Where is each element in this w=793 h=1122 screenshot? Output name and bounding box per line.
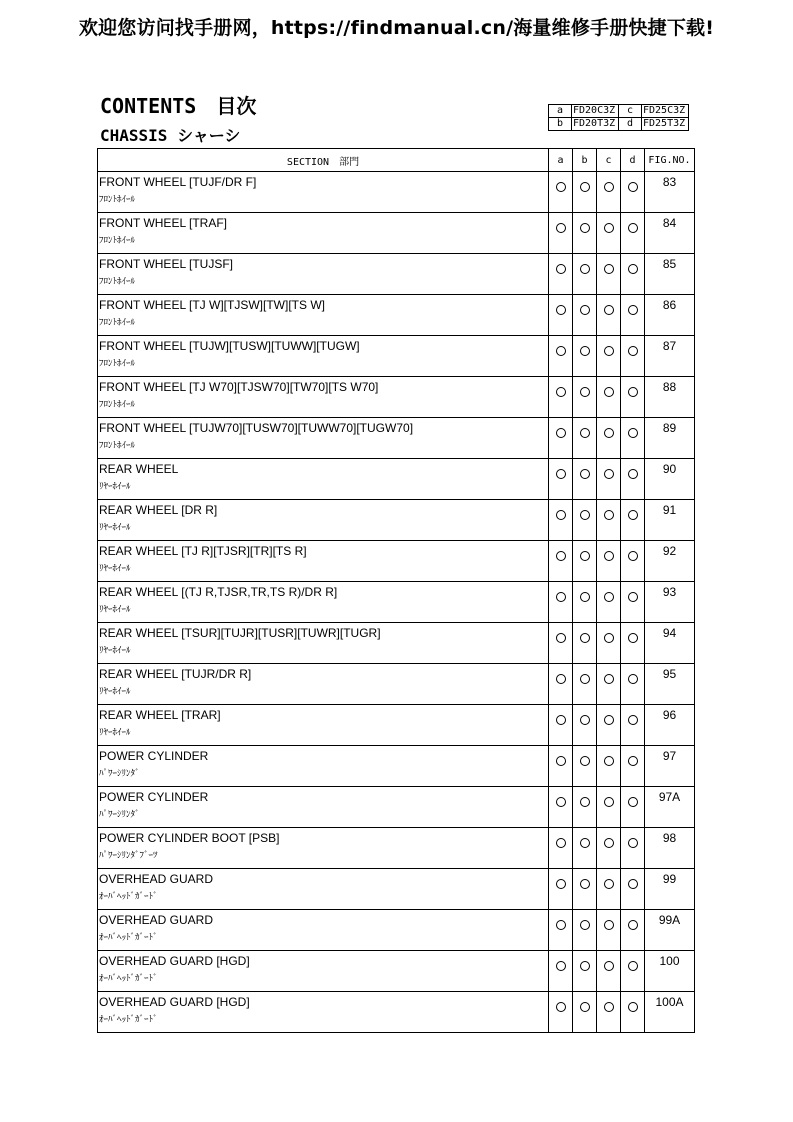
section-name-jp: ﾘﾔｰﾎｲｰﾙ xyxy=(99,646,131,656)
fig-number: 91 xyxy=(645,500,695,541)
applicability-cell-c xyxy=(597,705,621,746)
applicable-circle-icon xyxy=(580,346,590,356)
section-cell xyxy=(98,418,549,459)
applicability-cell-d xyxy=(621,582,645,623)
applicability-cell-c xyxy=(597,664,621,705)
applicable-circle-icon xyxy=(628,920,638,930)
applicability-cell-b xyxy=(573,172,597,213)
applicable-circle-icon xyxy=(604,551,614,561)
applicability-cell-b xyxy=(573,623,597,664)
section-name-jp: ﾌﾛﾝﾄﾎｲｰﾙ xyxy=(99,277,136,287)
fig-number: 96 xyxy=(645,705,695,746)
section-name-en: FRONT WHEEL [TJ W][TJSW][TW][TS W] xyxy=(99,298,325,312)
applicable-circle-icon xyxy=(604,469,614,479)
applicable-circle-icon xyxy=(580,387,590,397)
section-name-en: OVERHEAD GUARD [HGD] xyxy=(99,954,250,968)
contents-body xyxy=(98,172,695,1033)
applicability-cell-c xyxy=(597,172,621,213)
applicability-cell-b xyxy=(573,992,597,1033)
fig-number: 100 xyxy=(645,951,695,992)
applicable-circle-icon xyxy=(580,305,590,315)
applicable-circle-icon xyxy=(556,920,566,930)
applicability-cell-c xyxy=(597,869,621,910)
applicability-cell-c xyxy=(597,828,621,869)
applicable-circle-icon xyxy=(628,674,638,684)
applicability-cell-d xyxy=(621,664,645,705)
section-cell xyxy=(98,951,549,992)
section-name-jp: ﾌﾛﾝﾄﾎｲｰﾙ xyxy=(99,236,136,246)
fig-number: 98 xyxy=(645,828,695,869)
section-name-en: POWER CYLINDER xyxy=(99,749,209,763)
applicable-circle-icon xyxy=(604,223,614,233)
applicable-circle-icon xyxy=(580,961,590,971)
section-name-jp: ｵｰﾊﾞﾍｯﾄﾞｶﾞｰﾄﾞ xyxy=(99,892,158,902)
section-name-en: FRONT WHEEL [TJ W70][TJSW70][TW70][TS W70] xyxy=(99,380,379,394)
applicability-cell-b xyxy=(573,500,597,541)
fig-number: 95 xyxy=(645,664,695,705)
section-cell xyxy=(98,213,549,254)
table-row xyxy=(98,787,695,828)
applicable-circle-icon xyxy=(580,264,590,274)
applicable-circle-icon xyxy=(628,879,638,889)
applicable-circle-icon xyxy=(580,592,590,602)
applicable-circle-icon xyxy=(580,920,590,930)
table-header-row xyxy=(98,149,695,172)
applicability-cell-b xyxy=(573,746,597,787)
applicability-cell-b xyxy=(573,377,597,418)
section-name-jp: ﾊﾟﾜｰｼﾘﾝﾀﾞ xyxy=(99,769,140,779)
applicable-circle-icon xyxy=(604,592,614,602)
applicability-cell-a xyxy=(549,418,573,459)
applicable-circle-icon xyxy=(628,305,638,315)
applicability-cell-d xyxy=(621,828,645,869)
applicability-cell-d xyxy=(621,295,645,336)
applicability-cell-b xyxy=(573,418,597,459)
section-name-en: REAR WHEEL [TUJR/DR R] xyxy=(99,667,252,681)
page-title: CONTENTS 目次 xyxy=(100,94,257,118)
applicable-circle-icon xyxy=(580,756,590,766)
applicable-circle-icon xyxy=(556,305,566,315)
applicable-circle-icon xyxy=(580,223,590,233)
applicable-circle-icon xyxy=(604,961,614,971)
table-row xyxy=(98,377,695,418)
section-name-en: OVERHEAD GUARD xyxy=(99,913,214,927)
applicable-circle-icon xyxy=(604,920,614,930)
section-name-en: FRONT WHEEL [TUJW70][TUSW70][TUWW70][TUGW70] xyxy=(99,421,414,435)
applicable-circle-icon xyxy=(628,264,638,274)
applicability-cell-b xyxy=(573,213,597,254)
section-name-en: POWER CYLINDER BOOT [PSB] xyxy=(99,831,280,845)
section-name-jp: ﾘﾔｰﾎｲｰﾙ xyxy=(99,564,131,574)
table-row xyxy=(98,951,695,992)
model-value: FD20C3Z xyxy=(572,105,619,118)
applicable-circle-icon xyxy=(556,264,566,274)
applicable-circle-icon xyxy=(628,592,638,602)
applicability-cell-c xyxy=(597,336,621,377)
applicability-cell-a xyxy=(549,828,573,869)
applicability-cell-b xyxy=(573,541,597,582)
applicability-cell-a xyxy=(549,295,573,336)
fig-number: 97A xyxy=(645,787,695,828)
applicable-circle-icon xyxy=(580,469,590,479)
model-value: FD20T3Z xyxy=(572,118,619,131)
applicable-circle-icon xyxy=(628,469,638,479)
applicability-cell-b xyxy=(573,459,597,500)
applicable-circle-icon xyxy=(628,756,638,766)
applicable-circle-icon xyxy=(628,551,638,561)
applicability-cell-c xyxy=(597,746,621,787)
applicable-circle-icon xyxy=(556,592,566,602)
applicability-cell-c xyxy=(597,377,621,418)
fig-number: 88 xyxy=(645,377,695,418)
applicability-cell-d xyxy=(621,787,645,828)
applicability-cell-d xyxy=(621,459,645,500)
table-row xyxy=(98,910,695,951)
applicable-circle-icon xyxy=(628,223,638,233)
applicability-cell-a xyxy=(549,951,573,992)
applicability-cell-c xyxy=(597,623,621,664)
applicability-cell-d xyxy=(621,541,645,582)
applicable-circle-icon xyxy=(628,797,638,807)
fig-number: 83 xyxy=(645,172,695,213)
fig-number: 89 xyxy=(645,418,695,459)
applicability-cell-c xyxy=(597,951,621,992)
page-subtitle: CHASSIS シャーシ xyxy=(100,126,241,145)
applicability-cell-a xyxy=(549,746,573,787)
applicability-cell-a xyxy=(549,377,573,418)
applicable-circle-icon xyxy=(556,879,566,889)
table-row xyxy=(98,254,695,295)
section-cell xyxy=(98,828,549,869)
applicability-cell-d xyxy=(621,172,645,213)
applicability-cell-a xyxy=(549,623,573,664)
applicable-circle-icon xyxy=(604,879,614,889)
section-cell xyxy=(98,869,549,910)
column-b-header: b xyxy=(573,149,597,172)
applicable-circle-icon xyxy=(628,1002,638,1012)
applicability-cell-d xyxy=(621,705,645,746)
applicable-circle-icon xyxy=(556,715,566,725)
model-value: FD25T3Z xyxy=(642,118,689,131)
applicable-circle-icon xyxy=(580,879,590,889)
table-row xyxy=(98,664,695,705)
model-key: d xyxy=(619,118,642,131)
section-name-en: REAR WHEEL [(TJ R,TJSR,TR,TS R)/DR R] xyxy=(99,585,338,599)
fig-number: 92 xyxy=(645,541,695,582)
table-row xyxy=(98,500,695,541)
table-row xyxy=(98,869,695,910)
applicable-circle-icon xyxy=(580,715,590,725)
applicability-cell-d xyxy=(621,500,645,541)
applicable-circle-icon xyxy=(604,264,614,274)
section-name-en: REAR WHEEL [TJ R][TJSR][TR][TS R] xyxy=(99,544,307,558)
applicable-circle-icon xyxy=(556,387,566,397)
table-row xyxy=(98,582,695,623)
section-name-en: FRONT WHEEL [TUJF/DR F] xyxy=(99,175,257,189)
section-name-jp: ﾊﾟﾜｰｼﾘﾝﾀﾞ xyxy=(99,810,140,820)
applicable-circle-icon xyxy=(604,305,614,315)
applicable-circle-icon xyxy=(628,387,638,397)
model-key: c xyxy=(619,105,642,118)
table-row xyxy=(98,828,695,869)
fig-number: 85 xyxy=(645,254,695,295)
applicability-cell-c xyxy=(597,254,621,295)
section-cell xyxy=(98,541,549,582)
fig-number: 87 xyxy=(645,336,695,377)
section-cell xyxy=(98,664,549,705)
applicability-cell-d xyxy=(621,213,645,254)
applicable-circle-icon xyxy=(604,633,614,643)
section-cell xyxy=(98,254,549,295)
fig-number: 86 xyxy=(645,295,695,336)
applicable-circle-icon xyxy=(628,346,638,356)
model-legend xyxy=(548,104,689,131)
table-row xyxy=(98,336,695,377)
model-legend-row xyxy=(549,118,689,131)
applicable-circle-icon xyxy=(580,838,590,848)
fig-number: 97 xyxy=(645,746,695,787)
applicability-cell-d xyxy=(621,910,645,951)
applicable-circle-icon xyxy=(628,961,638,971)
applicable-circle-icon xyxy=(604,674,614,684)
applicable-circle-icon xyxy=(604,756,614,766)
applicable-circle-icon xyxy=(556,961,566,971)
section-name-en: OVERHEAD GUARD xyxy=(99,872,214,886)
applicability-cell-b xyxy=(573,951,597,992)
applicability-cell-d xyxy=(621,377,645,418)
section-name-en: FRONT WHEEL [TRAF] xyxy=(99,216,228,230)
model-value: FD25C3Z xyxy=(642,105,689,118)
applicability-cell-a xyxy=(549,787,573,828)
contents-table xyxy=(97,148,695,1033)
section-name-jp: ｵｰﾊﾞﾍｯﾄﾞｶﾞｰﾄﾞ xyxy=(99,933,158,943)
applicable-circle-icon xyxy=(604,346,614,356)
applicability-cell-a xyxy=(549,582,573,623)
applicability-cell-c xyxy=(597,910,621,951)
applicable-circle-icon xyxy=(556,428,566,438)
section-name-jp: ﾊﾟﾜｰｼﾘﾝﾀﾞﾌﾞｰﾂ xyxy=(99,851,158,861)
applicability-cell-d xyxy=(621,623,645,664)
applicable-circle-icon xyxy=(604,797,614,807)
section-cell xyxy=(98,295,549,336)
section-name-jp: ｵｰﾊﾞﾍｯﾄﾞｶﾞｰﾄﾞ xyxy=(99,974,158,984)
applicable-circle-icon xyxy=(580,674,590,684)
table-row xyxy=(98,172,695,213)
section-name-en: OVERHEAD GUARD [HGD] xyxy=(99,995,250,1009)
applicability-cell-a xyxy=(549,459,573,500)
applicable-circle-icon xyxy=(556,633,566,643)
applicability-cell-a xyxy=(549,172,573,213)
applicability-cell-d xyxy=(621,992,645,1033)
fig-no-header: FIG.NO. xyxy=(645,149,695,172)
applicable-circle-icon xyxy=(604,428,614,438)
applicable-circle-icon xyxy=(604,387,614,397)
fig-number: 93 xyxy=(645,582,695,623)
applicability-cell-d xyxy=(621,336,645,377)
applicability-cell-b xyxy=(573,869,597,910)
model-legend-row xyxy=(549,105,689,118)
section-name-en: FRONT WHEEL [TUJW][TUSW][TUWW][TUGW] xyxy=(99,339,360,353)
applicable-circle-icon xyxy=(556,756,566,766)
applicable-circle-icon xyxy=(604,1002,614,1012)
section-name-en: REAR WHEEL [DR R] xyxy=(99,503,218,517)
section-name-en: REAR WHEEL [TSUR][TUJR][TUSR][TUWR][TUGR] xyxy=(99,626,381,640)
applicable-circle-icon xyxy=(604,182,614,192)
section-name-jp: ﾘﾔｰﾎｲｰﾙ xyxy=(99,523,131,533)
section-name-en: FRONT WHEEL [TUJSF] xyxy=(99,257,234,271)
applicable-circle-icon xyxy=(556,797,566,807)
applicability-cell-b xyxy=(573,254,597,295)
section-header: SECTION 部門 xyxy=(98,149,549,172)
applicability-cell-c xyxy=(597,992,621,1033)
fig-number: 94 xyxy=(645,623,695,664)
applicability-cell-b xyxy=(573,295,597,336)
applicability-cell-a xyxy=(549,910,573,951)
applicability-cell-c xyxy=(597,213,621,254)
fig-number: 90 xyxy=(645,459,695,500)
applicability-cell-a xyxy=(549,705,573,746)
applicability-cell-b xyxy=(573,910,597,951)
applicable-circle-icon xyxy=(556,182,566,192)
applicable-circle-icon xyxy=(556,510,566,520)
table-row xyxy=(98,623,695,664)
model-key: a xyxy=(549,105,572,118)
applicable-circle-icon xyxy=(628,182,638,192)
section-cell xyxy=(98,377,549,418)
section-cell xyxy=(98,623,549,664)
applicability-cell-a xyxy=(549,213,573,254)
section-name-jp: ﾘﾔｰﾎｲｰﾙ xyxy=(99,687,131,697)
section-name-jp: ﾘﾔｰﾎｲｰﾙ xyxy=(99,605,131,615)
column-a-header: a xyxy=(549,149,573,172)
applicability-cell-b xyxy=(573,664,597,705)
section-cell xyxy=(98,787,549,828)
column-d-header: d xyxy=(621,149,645,172)
section-name-jp: ﾘﾔｰﾎｲｰﾙ xyxy=(99,482,131,492)
section-name-jp: ﾌﾛﾝﾄﾎｲｰﾙ xyxy=(99,441,136,451)
section-cell xyxy=(98,459,549,500)
applicable-circle-icon xyxy=(628,838,638,848)
applicability-cell-b xyxy=(573,787,597,828)
applicable-circle-icon xyxy=(580,633,590,643)
section-cell xyxy=(98,336,549,377)
column-c-header: c xyxy=(597,149,621,172)
applicability-cell-d xyxy=(621,746,645,787)
table-row xyxy=(98,705,695,746)
applicable-circle-icon xyxy=(628,633,638,643)
section-cell xyxy=(98,910,549,951)
section-cell xyxy=(98,746,549,787)
applicability-cell-c xyxy=(597,787,621,828)
applicability-cell-d xyxy=(621,869,645,910)
applicable-circle-icon xyxy=(556,551,566,561)
applicability-cell-a xyxy=(549,664,573,705)
table-row xyxy=(98,746,695,787)
download-banner: 欢迎您访问找手册网，https://findmanual.cn/海量维修手册快捷下载! xyxy=(78,17,715,39)
applicability-cell-b xyxy=(573,582,597,623)
applicability-cell-c xyxy=(597,295,621,336)
section-name-jp: ﾘﾔｰﾎｲｰﾙ xyxy=(99,728,131,738)
section-name-jp: ﾌﾛﾝﾄﾎｲｰﾙ xyxy=(99,318,136,328)
applicability-cell-a xyxy=(549,336,573,377)
applicability-cell-b xyxy=(573,705,597,746)
section-cell xyxy=(98,992,549,1033)
applicability-cell-a xyxy=(549,992,573,1033)
applicable-circle-icon xyxy=(604,715,614,725)
applicable-circle-icon xyxy=(556,346,566,356)
table-row xyxy=(98,541,695,582)
applicability-cell-c xyxy=(597,418,621,459)
section-name-jp: ﾌﾛﾝﾄﾎｲｰﾙ xyxy=(99,359,136,369)
applicable-circle-icon xyxy=(556,838,566,848)
applicable-circle-icon xyxy=(556,1002,566,1012)
table-row xyxy=(98,459,695,500)
section-name-jp: ﾌﾛﾝﾄﾎｲｰﾙ xyxy=(99,400,136,410)
applicable-circle-icon xyxy=(580,797,590,807)
applicable-circle-icon xyxy=(628,510,638,520)
table-row xyxy=(98,295,695,336)
table-row xyxy=(98,213,695,254)
applicable-circle-icon xyxy=(604,838,614,848)
section-name-jp: ｵｰﾊﾞﾍｯﾄﾞｶﾞｰﾄﾞ xyxy=(99,1015,158,1025)
section-cell xyxy=(98,582,549,623)
section-cell xyxy=(98,500,549,541)
applicability-cell-c xyxy=(597,582,621,623)
applicable-circle-icon xyxy=(628,715,638,725)
section-cell xyxy=(98,172,549,213)
applicability-cell-b xyxy=(573,828,597,869)
applicable-circle-icon xyxy=(556,674,566,684)
section-name-en: REAR WHEEL [TRAR] xyxy=(99,708,221,722)
table-row xyxy=(98,418,695,459)
applicable-circle-icon xyxy=(556,223,566,233)
fig-number: 100A xyxy=(645,992,695,1033)
applicable-circle-icon xyxy=(628,428,638,438)
applicable-circle-icon xyxy=(604,510,614,520)
applicability-cell-b xyxy=(573,336,597,377)
model-key: b xyxy=(549,118,572,131)
applicability-cell-a xyxy=(549,500,573,541)
applicable-circle-icon xyxy=(556,469,566,479)
applicable-circle-icon xyxy=(580,428,590,438)
section-name-en: REAR WHEEL xyxy=(99,462,179,476)
applicability-cell-d xyxy=(621,254,645,295)
applicable-circle-icon xyxy=(580,510,590,520)
applicability-cell-d xyxy=(621,951,645,992)
applicability-cell-c xyxy=(597,459,621,500)
table-row xyxy=(98,992,695,1033)
applicability-cell-c xyxy=(597,500,621,541)
applicable-circle-icon xyxy=(580,182,590,192)
applicability-cell-d xyxy=(621,418,645,459)
applicable-circle-icon xyxy=(580,551,590,561)
section-name-en: POWER CYLINDER xyxy=(99,790,209,804)
section-cell xyxy=(98,705,549,746)
fig-number: 99 xyxy=(645,869,695,910)
fig-number: 84 xyxy=(645,213,695,254)
section-name-jp: ﾌﾛﾝﾄﾎｲｰﾙ xyxy=(99,195,136,205)
fig-number: 99A xyxy=(645,910,695,951)
applicability-cell-a xyxy=(549,254,573,295)
applicability-cell-a xyxy=(549,869,573,910)
applicability-cell-c xyxy=(597,541,621,582)
applicability-cell-a xyxy=(549,541,573,582)
applicable-circle-icon xyxy=(580,1002,590,1012)
